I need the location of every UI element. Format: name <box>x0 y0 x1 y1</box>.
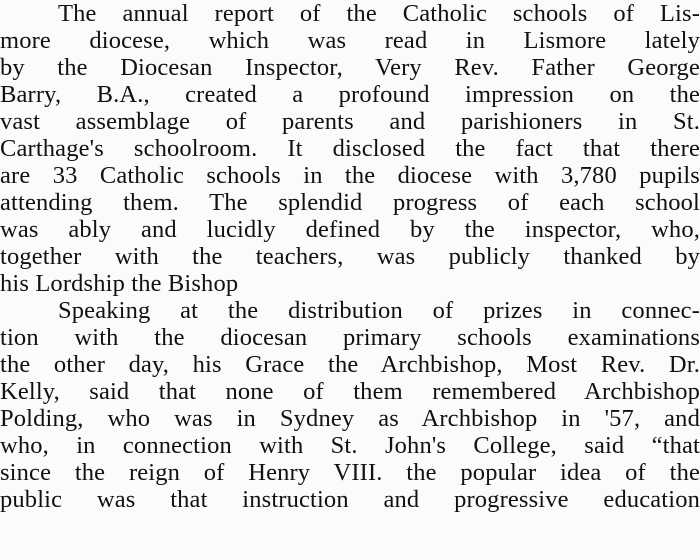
paragraph-2-line-4: Kelly, said that none of them remembered Archbishop <box>0 378 700 405</box>
paragraph-2-line-1: Speaking at the distribution of prizes in connec- <box>58 297 700 324</box>
paragraph-1-line-1: The annual report of the Catholic schools of Lis- <box>58 0 700 27</box>
paragraph-1-line-7: are 33 Catholic schools in the diocese with 3,780 pupils <box>0 162 700 189</box>
paragraph-2-line-7: since the reign of Henry VIII. the popular idea of the <box>0 459 700 486</box>
paragraph-1-line-3: by the Diocesan Inspector, Very Rev. Father George <box>0 54 700 81</box>
paragraph-1-line-5: vast assemblage of parents and parishioners in St. <box>0 108 700 135</box>
paragraph-1-line-8: attending them. The splendid progress of each school <box>0 189 700 216</box>
paragraph-1-line-2: more diocese, which was read in Lismore lately <box>0 27 700 54</box>
paragraph-1-line-9: was ably and lucidly defined by the inspector, who, <box>0 216 700 243</box>
paragraph-2-line-8: public was that instruction and progressive education <box>0 486 700 513</box>
paragraph-1-line-11: his Lordship the Bishop <box>0 270 239 297</box>
paragraph-2-line-5: Polding, who was in Sydney as Archbishop in '57, and <box>0 405 700 432</box>
paragraph-2-line-3: the other day, his Grace the Archbishop, Most Rev. Dr. <box>0 351 700 378</box>
paragraph-1-line-6: Carthage's schoolroom. It disclosed the fact that there <box>0 135 700 162</box>
paragraph-1-line-10: together with the teachers, was publicly thanked by <box>0 243 700 270</box>
paragraph-1-line-4: Barry, B.A., created a profound impression on the <box>0 81 700 108</box>
paragraph-2-line-2: tion with the diocesan primary schools examinations <box>0 324 700 351</box>
paragraph-2-line-6: who, in connection with St. John's College, said “that <box>0 432 700 459</box>
